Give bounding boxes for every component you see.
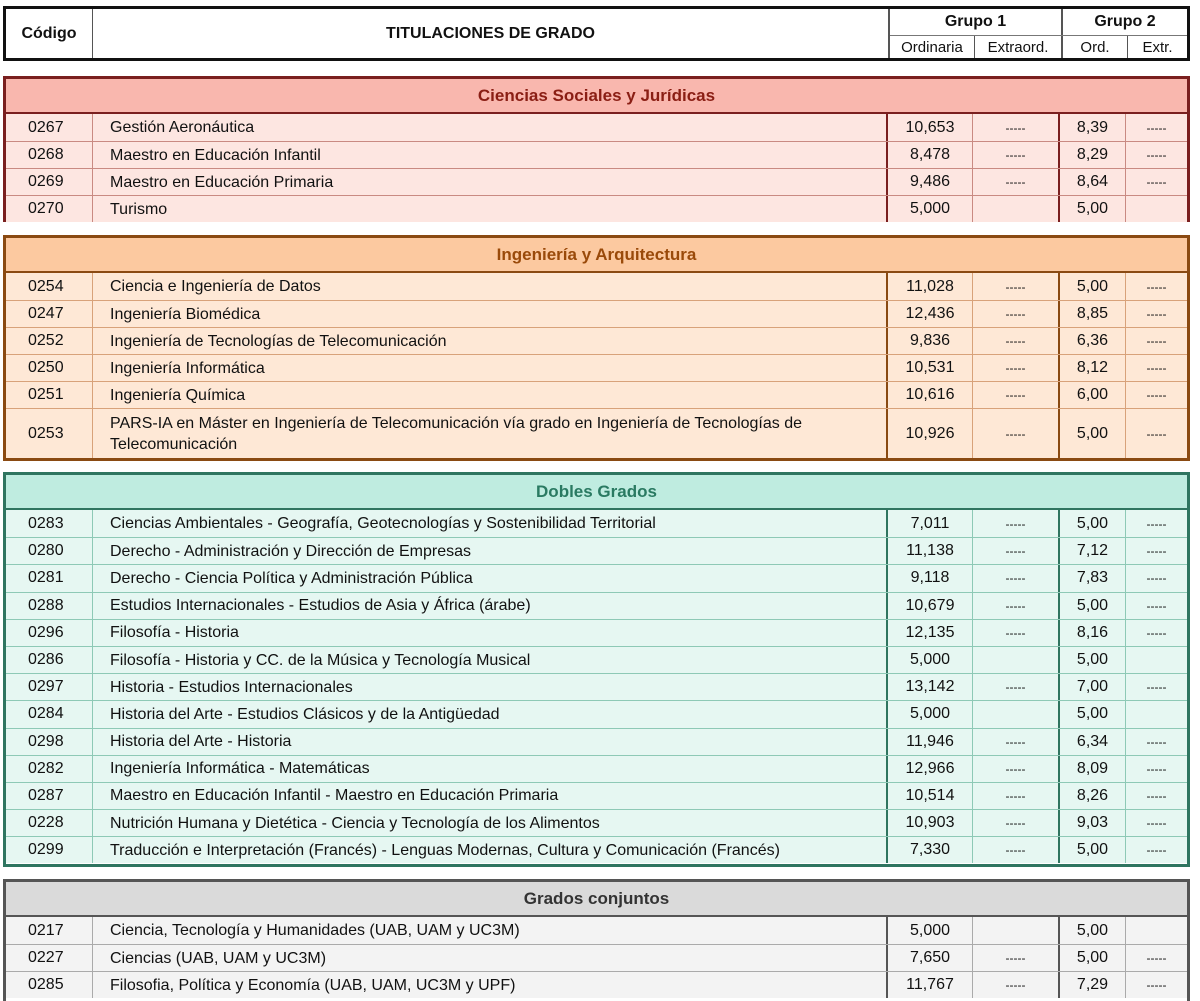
grupo1-extraordinaria-cell: ----- — [973, 114, 1060, 141]
table-row — [6, 619, 1187, 646]
grupo2-extraordinaria-cell: ----- — [1146, 734, 1167, 749]
grupo2-extraordinaria-cell: ----- — [1146, 625, 1167, 640]
section-title: Dobles Grados — [6, 475, 1187, 510]
grupo1-ordinaria-cell: 9,836 — [888, 328, 973, 354]
code-cell: 0268 — [6, 142, 93, 168]
grupo2-extraordinaria-cell: ----- — [1146, 388, 1167, 402]
grupo2-extraordinaria-cell — [1126, 647, 1187, 673]
grupo2-extraordinaria-cell — [1126, 917, 1187, 944]
grupo2-ordinaria-cell: 8,09 — [1060, 756, 1126, 782]
grupo1-ordinaria-cell: 5,000 — [888, 701, 973, 727]
name-cell: Ciencia e Ingeniería de Datos — [93, 273, 888, 300]
code-cell: 0299 — [6, 837, 93, 863]
name-cell: Ciencia, Tecnología y Humanidades (UAB, UAM y UC3M) — [93, 917, 888, 944]
name-cell: Maestro en Educación Infantil - Maestro en Educación Primaria — [93, 783, 888, 809]
name-cell: Derecho - Ciencia Política y Administración Pública — [93, 565, 888, 591]
code-cell: 0287 — [6, 783, 93, 809]
name-cell: Nutrición Humana y Dietética - Ciencia y Tecnología de los Alimentos — [93, 810, 888, 836]
grupo2-ordinaria-cell: 8,12 — [1060, 355, 1126, 381]
name-cell: Gestión Aeronáutica — [93, 114, 888, 141]
grupo1-ordinaria-cell: 10,531 — [888, 355, 973, 381]
table-row — [6, 327, 1187, 354]
code-cell: 0247 — [6, 301, 93, 327]
section-ciencias-sociales — [3, 76, 1190, 222]
code-cell: 0285 — [6, 972, 93, 998]
code-cell: 0267 — [6, 114, 93, 141]
grupo1-extraordinaria-cell: ----- — [973, 169, 1060, 195]
code-cell: 0253 — [6, 409, 93, 458]
grupo2-ordinaria-cell: 5,00 — [1060, 409, 1126, 458]
section-title: Grados conjuntos — [6, 882, 1187, 917]
name-cell: Historia del Arte - Estudios Clásicos y de la Antigüedad — [93, 701, 888, 727]
code-cell: 0254 — [6, 273, 93, 300]
name-cell: Derecho - Administración y Dirección de Empresas — [93, 538, 888, 564]
grupo1-ordinaria-cell: 10,616 — [888, 382, 973, 408]
grupo2-extraordinaria-cell: ----- — [1146, 571, 1167, 586]
table-row — [6, 971, 1187, 998]
grupo1-extraordinaria-cell: ----- — [973, 945, 1060, 971]
grupo1-ordinaria-cell: 10,514 — [888, 783, 973, 809]
header-grupo1: Grupo 1 — [944, 13, 1007, 30]
grupo1-ordinaria-cell: 9,486 — [888, 169, 973, 195]
name-cell: Filosofia, Política y Economía (UAB, UAM, UC3M y UPF) — [93, 972, 888, 998]
grupo1-extraordinaria-cell: ----- — [973, 837, 1060, 863]
table-row — [6, 195, 1187, 222]
code-cell: 0250 — [6, 355, 93, 381]
name-cell: Estudios Internacionales - Estudios de Asia y África (árabe) — [93, 593, 888, 619]
table-row — [6, 728, 1187, 755]
name-cell: Maestro en Educación Primaria — [93, 169, 888, 195]
table-row — [6, 300, 1187, 327]
name-cell: Historia - Estudios Internacionales — [93, 674, 888, 700]
grupo2-ordinaria-cell: 7,00 — [1060, 674, 1126, 700]
grupo1-extraordinaria-cell: ----- — [973, 355, 1060, 381]
code-cell: 0284 — [6, 701, 93, 727]
grupo1-ordinaria-cell: 10,653 — [888, 114, 973, 141]
name-cell: Traducción e Interpretación (Francés) - Lenguas Modernas, Cultura y Comunicación (Francés) — [93, 837, 888, 863]
grupo1-extraordinaria-cell: ----- — [973, 565, 1060, 591]
grupo1-ordinaria-cell: 12,436 — [888, 301, 973, 327]
grupo2-extraordinaria-cell: ----- — [1146, 761, 1167, 776]
grupo2-ordinaria-cell: 5,00 — [1060, 647, 1126, 673]
table-row — [6, 141, 1187, 168]
grupo2-ordinaria-cell: 5,00 — [1060, 510, 1126, 537]
header-g2-extr: Extr. — [1142, 38, 1173, 56]
header-g1-extraord: Extraord. — [987, 38, 1049, 56]
table-row — [6, 836, 1187, 863]
name-cell: PARS-IA en Máster en Ingeniería de Telecomunicación vía grado en Ingeniería de Tecnologías de Telecomunicación — [93, 409, 888, 458]
header-titulaciones: TITULACIONES DE GRADO — [386, 24, 595, 42]
grupo1-ordinaria-cell: 11,028 — [888, 273, 973, 300]
name-cell: Ingeniería Informática - Matemáticas — [93, 756, 888, 782]
grupo1-extraordinaria-cell — [973, 917, 1060, 944]
table-row — [6, 755, 1187, 782]
grupo1-ordinaria-cell: 13,142 — [888, 674, 973, 700]
code-cell: 0280 — [6, 538, 93, 564]
grupo1-extraordinaria-cell: ----- — [973, 593, 1060, 619]
grupo1-ordinaria-cell: 9,118 — [888, 565, 973, 591]
name-cell: Ciencias (UAB, UAM y UC3M) — [93, 945, 888, 971]
name-cell: Ingeniería de Tecnologías de Telecomunicación — [93, 328, 888, 354]
grupo2-extraordinaria-cell: ----- — [1146, 816, 1167, 831]
grupo2-extraordinaria-cell: ----- — [1146, 148, 1167, 162]
table-row — [6, 510, 1187, 537]
grupo1-extraordinaria-cell: ----- — [973, 409, 1060, 458]
code-cell: 0288 — [6, 593, 93, 619]
grupo2-extraordinaria-cell: ----- — [1146, 175, 1167, 189]
grupo2-extraordinaria-cell: ----- — [1146, 598, 1167, 613]
name-cell: Ingeniería Biomédica — [93, 301, 888, 327]
name-cell: Turismo — [93, 196, 888, 222]
section-title: Ingeniería y Arquitectura — [6, 238, 1187, 273]
grupo2-extraordinaria-cell: ----- — [1146, 544, 1167, 559]
grupo2-extraordinaria-cell: ----- — [1146, 426, 1167, 441]
grupo2-extraordinaria-cell: ----- — [1146, 516, 1167, 531]
grupo1-extraordinaria-cell: ----- — [973, 756, 1060, 782]
grupo1-ordinaria-cell: 10,926 — [888, 409, 973, 458]
grupo2-extraordinaria-cell: ----- — [1146, 978, 1167, 992]
header-codigo: Código — [21, 24, 77, 42]
grupo1-extraordinaria-cell: ----- — [973, 328, 1060, 354]
grupo2-ordinaria-cell: 8,26 — [1060, 783, 1126, 809]
table-row — [6, 646, 1187, 673]
grupo1-ordinaria-cell: 5,000 — [888, 196, 973, 222]
grupo1-ordinaria-cell: 5,000 — [888, 647, 973, 673]
grupo1-ordinaria-cell: 8,478 — [888, 142, 973, 168]
code-cell: 0217 — [6, 917, 93, 944]
grupo1-extraordinaria-cell — [973, 196, 1060, 222]
grupo2-ordinaria-cell: 6,34 — [1060, 729, 1126, 755]
grupo1-extraordinaria-cell: ----- — [973, 810, 1060, 836]
name-cell: Ciencias Ambientales - Geografía, Geotecnologías y Sostenibilidad Territorial — [93, 510, 888, 537]
grupo1-extraordinaria-cell: ----- — [973, 301, 1060, 327]
grupo2-ordinaria-cell: 5,00 — [1060, 945, 1126, 971]
grupo1-ordinaria-cell: 12,966 — [888, 756, 973, 782]
name-cell: Ingeniería Informática — [93, 355, 888, 381]
grupo1-extraordinaria-cell: ----- — [973, 142, 1060, 168]
header-g1-ordinaria: Ordinaria — [901, 38, 963, 56]
table-row — [6, 944, 1187, 971]
grupo1-extraordinaria-cell: ----- — [973, 783, 1060, 809]
grupo1-ordinaria-cell: 11,138 — [888, 538, 973, 564]
grupo1-extraordinaria-cell: ----- — [973, 972, 1060, 998]
grupo2-extraordinaria-cell: ----- — [1146, 120, 1167, 135]
code-cell: 0281 — [6, 565, 93, 591]
code-cell: 0270 — [6, 196, 93, 222]
code-cell: 0296 — [6, 620, 93, 646]
grupo1-extraordinaria-cell: ----- — [973, 510, 1060, 537]
grupo1-ordinaria-cell: 5,000 — [888, 917, 973, 944]
grupo2-ordinaria-cell: 5,00 — [1060, 837, 1126, 863]
section-dobles-grados — [3, 472, 1190, 867]
grupo2-ordinaria-cell: 6,00 — [1060, 382, 1126, 408]
table-row — [6, 114, 1187, 141]
grupo2-extraordinaria-cell: ----- — [1146, 279, 1167, 294]
grupo2-ordinaria-cell: 8,85 — [1060, 301, 1126, 327]
grupo1-extraordinaria-cell: ----- — [973, 620, 1060, 646]
grupo2-ordinaria-cell: 7,83 — [1060, 565, 1126, 591]
code-cell: 0298 — [6, 729, 93, 755]
grupo1-extraordinaria-cell: ----- — [973, 729, 1060, 755]
code-cell: 0286 — [6, 647, 93, 673]
grupo1-extraordinaria-cell: ----- — [973, 273, 1060, 300]
code-cell: 0251 — [6, 382, 93, 408]
table-header — [3, 6, 1190, 61]
grupo1-extraordinaria-cell: ----- — [973, 538, 1060, 564]
grupo1-ordinaria-cell: 11,946 — [888, 729, 973, 755]
grupo2-ordinaria-cell: 7,29 — [1060, 972, 1126, 998]
name-cell: Maestro en Educación Infantil — [93, 142, 888, 168]
code-cell: 0228 — [6, 810, 93, 836]
code-cell: 0283 — [6, 510, 93, 537]
grupo2-extraordinaria-cell: ----- — [1146, 680, 1167, 695]
grupo1-ordinaria-cell: 10,903 — [888, 810, 973, 836]
grupo2-extraordinaria-cell: ----- — [1146, 951, 1167, 965]
table-row — [6, 537, 1187, 564]
grupo2-ordinaria-cell: 8,39 — [1060, 114, 1126, 141]
code-cell: 0297 — [6, 674, 93, 700]
grupo2-ordinaria-cell: 5,00 — [1060, 917, 1126, 944]
grupo1-ordinaria-cell: 10,679 — [888, 593, 973, 619]
grupo2-ordinaria-cell: 5,00 — [1060, 196, 1126, 222]
table-row — [6, 917, 1187, 944]
grupo1-ordinaria-cell: 7,011 — [888, 510, 973, 537]
section-title: Ciencias Sociales y Jurídicas — [6, 79, 1187, 114]
grupo2-extraordinaria-cell: ----- — [1146, 788, 1167, 803]
header-g2-ord: Ord. — [1080, 38, 1110, 56]
code-cell: 0227 — [6, 945, 93, 971]
section-grados-conjuntos — [3, 879, 1190, 1001]
name-cell: Historia del Arte - Historia — [93, 729, 888, 755]
table-row — [6, 700, 1187, 727]
code-cell: 0269 — [6, 169, 93, 195]
table-row — [6, 273, 1187, 300]
grupo2-ordinaria-cell: 5,00 — [1060, 273, 1126, 300]
grupo1-extraordinaria-cell — [973, 701, 1060, 727]
grupo1-extraordinaria-cell — [973, 647, 1060, 673]
grupo1-ordinaria-cell: 7,330 — [888, 837, 973, 863]
name-cell: Filosofía - Historia y CC. de la Música y Tecnología Musical — [93, 647, 888, 673]
table-row — [6, 782, 1187, 809]
grupo2-ordinaria-cell: 7,12 — [1060, 538, 1126, 564]
grupo1-ordinaria-cell: 7,650 — [888, 945, 973, 971]
grupo2-extraordinaria-cell: ----- — [1146, 843, 1167, 858]
grupo1-extraordinaria-cell: ----- — [973, 382, 1060, 408]
table-row — [6, 354, 1187, 381]
code-cell: 0252 — [6, 328, 93, 354]
grupo1-ordinaria-cell: 11,767 — [888, 972, 973, 998]
grupo1-ordinaria-cell: 12,135 — [888, 620, 973, 646]
code-cell: 0282 — [6, 756, 93, 782]
table-row — [6, 592, 1187, 619]
grupo2-ordinaria-cell: 8,29 — [1060, 142, 1126, 168]
table-row — [6, 168, 1187, 195]
grupo2-ordinaria-cell: 8,64 — [1060, 169, 1126, 195]
table-row — [6, 564, 1187, 591]
header-grupo2: Grupo 2 — [1094, 13, 1156, 30]
grupo2-extraordinaria-cell: ----- — [1146, 334, 1167, 348]
grupo2-extraordinaria-cell: ----- — [1146, 361, 1167, 375]
name-cell: Filosofía - Historia — [93, 620, 888, 646]
table-row — [6, 809, 1187, 836]
grupo2-ordinaria-cell: 5,00 — [1060, 593, 1126, 619]
grupo2-ordinaria-cell: 8,16 — [1060, 620, 1126, 646]
grupo2-extraordinaria-cell — [1126, 196, 1187, 222]
table-row — [6, 673, 1187, 700]
table-row — [6, 408, 1187, 458]
grupo2-ordinaria-cell: 6,36 — [1060, 328, 1126, 354]
grupo2-extraordinaria-cell — [1126, 701, 1187, 727]
section-ingenieria — [3, 235, 1190, 461]
grupo2-ordinaria-cell: 9,03 — [1060, 810, 1126, 836]
grupo2-ordinaria-cell: 5,00 — [1060, 701, 1126, 727]
table-row — [6, 381, 1187, 408]
name-cell: Ingeniería Química — [93, 382, 888, 408]
grupo1-extraordinaria-cell: ----- — [973, 674, 1060, 700]
grupo2-extraordinaria-cell: ----- — [1146, 307, 1167, 321]
